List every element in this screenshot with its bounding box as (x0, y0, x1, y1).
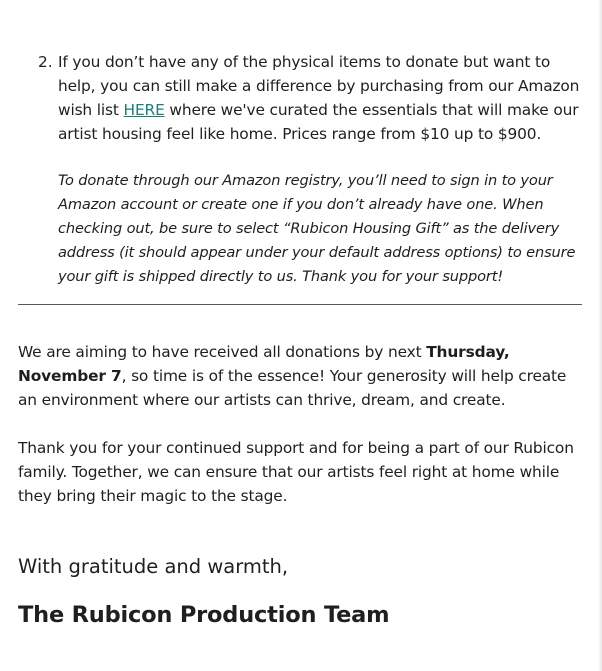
signature: The Rubicon Production Team (18, 602, 390, 628)
section-divider (18, 304, 582, 305)
list-item-text-start: If you don’t have any of the physical items to donate but want to help, you can still make a difference by purchasing from our Amazon wish list (58, 53, 580, 119)
amazon-registry-note: To donate through our Amazon registry, you’ll need to sign in to your Amazon account or create one if you don’t already have one. When checking out, be sure to select “Rubicon Housing Gift” as the delivery address (it should appear under your default address options) to ensure your gift is shipped directly to us. Thank you for your support! (58, 172, 576, 285)
deadline-paragraph (18, 340, 588, 412)
thanks-paragraph: Thank you for your continued support and for being a part of our Rubicon family. Together, we can ensure that our artists feel right at home while they bring their magic to the stage. (18, 439, 574, 505)
list-item (38, 50, 583, 146)
deadline-text-start: We are aiming to have received all donations by next (18, 343, 427, 361)
list-item-text (58, 50, 583, 146)
deadline-date: Thursday, November 7 (18, 343, 510, 385)
amazon-wishlist-link[interactable]: HERE (123, 101, 165, 119)
list-item-text-end: where we've curated the essentials that will make our artist housing feel like home. Prices range from $10 up to $900. (58, 101, 579, 143)
donation-options-list (38, 50, 583, 289)
closing-line: With gratitude and warmth, (18, 555, 289, 578)
page-edge (598, 0, 602, 671)
deadline-text-end: , so time is of the essence! Your generosity will help create an environment where our artists can thrive, dream, and create. (18, 367, 567, 409)
list-item-number: 2. (38, 53, 53, 71)
